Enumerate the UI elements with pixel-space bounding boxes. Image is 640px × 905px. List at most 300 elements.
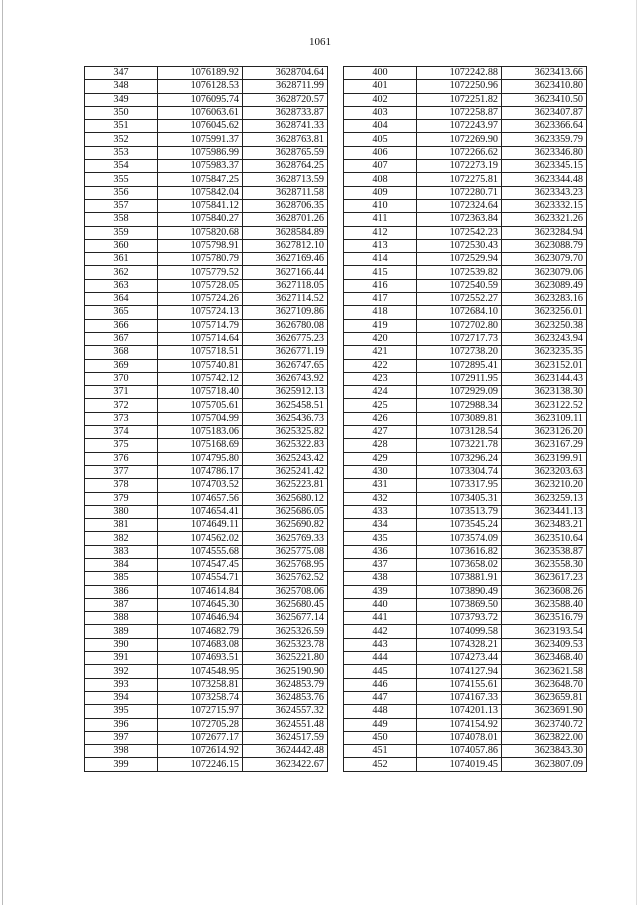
y-coordinate-cell: 3623659.81 — [502, 691, 587, 704]
point-number-cell: 361 — [85, 253, 158, 266]
table-row — [344, 718, 587, 731]
table-row — [85, 598, 328, 611]
table-row — [85, 386, 328, 399]
x-coordinate-cell: 1075798.91 — [158, 239, 243, 252]
x-coordinate-cell: 1072250.96 — [417, 80, 502, 93]
table-row — [85, 652, 328, 665]
x-coordinate-cell: 1072542.23 — [417, 226, 502, 239]
point-number-cell: 442 — [344, 625, 417, 638]
point-number-cell: 373 — [85, 412, 158, 425]
table-row — [344, 346, 587, 359]
x-coordinate-cell: 1075714.79 — [158, 319, 243, 332]
table-row — [85, 106, 328, 119]
table-row — [85, 452, 328, 465]
x-coordinate-cell: 1074273.44 — [417, 652, 502, 665]
x-coordinate-cell: 1076095.74 — [158, 93, 243, 106]
x-coordinate-cell: 1072929.09 — [417, 386, 502, 399]
y-coordinate-cell: 3624557.32 — [243, 705, 328, 718]
point-number-cell: 395 — [85, 705, 158, 718]
x-coordinate-cell: 1075718.40 — [158, 386, 243, 399]
point-number-cell: 408 — [344, 173, 417, 186]
point-number-cell: 399 — [85, 758, 158, 771]
coordinate-table-right — [343, 66, 587, 772]
table-row — [85, 745, 328, 758]
x-coordinate-cell: 1075986.99 — [158, 146, 243, 159]
table-row — [344, 386, 587, 399]
x-coordinate-cell: 1074127.94 — [417, 665, 502, 678]
y-coordinate-cell: 3623079.70 — [502, 253, 587, 266]
point-number-cell: 400 — [344, 67, 417, 80]
table-row — [344, 731, 587, 744]
y-coordinate-cell: 3625686.05 — [243, 505, 328, 518]
x-coordinate-cell: 1073258.74 — [158, 691, 243, 704]
y-coordinate-cell: 3623617.23 — [502, 572, 587, 585]
x-coordinate-cell: 1075714.64 — [158, 332, 243, 345]
point-number-cell: 434 — [344, 519, 417, 532]
y-coordinate-cell: 3625708.06 — [243, 585, 328, 598]
point-number-cell: 379 — [85, 492, 158, 505]
x-coordinate-cell: 1074328.21 — [417, 638, 502, 651]
table-row — [85, 731, 328, 744]
table-row — [85, 572, 328, 585]
coordinate-table-left — [84, 66, 328, 772]
point-number-cell: 425 — [344, 399, 417, 412]
point-number-cell: 426 — [344, 412, 417, 425]
y-coordinate-cell: 3623250.38 — [502, 319, 587, 332]
x-coordinate-cell: 1072540.59 — [417, 279, 502, 292]
point-number-cell: 385 — [85, 572, 158, 585]
table-row — [344, 120, 587, 133]
x-coordinate-cell: 1074019.45 — [417, 758, 502, 771]
page-number: 1061 — [309, 36, 331, 48]
x-coordinate-cell: 1072242.88 — [417, 67, 502, 80]
x-coordinate-cell: 1075841.12 — [158, 199, 243, 212]
y-coordinate-cell: 3623410.80 — [502, 80, 587, 93]
y-coordinate-cell: 3623210.20 — [502, 479, 587, 492]
table-row — [85, 479, 328, 492]
point-number-cell: 432 — [344, 492, 417, 505]
x-coordinate-cell: 1075991.37 — [158, 133, 243, 146]
table-row — [85, 346, 328, 359]
x-coordinate-cell: 1072273.19 — [417, 160, 502, 173]
point-number-cell: 370 — [85, 372, 158, 385]
table-row — [344, 758, 587, 771]
x-coordinate-cell: 1072895.41 — [417, 359, 502, 372]
point-number-cell: 366 — [85, 319, 158, 332]
point-number-cell: 348 — [85, 80, 158, 93]
y-coordinate-cell: 3623243.94 — [502, 332, 587, 345]
table-row — [85, 612, 328, 625]
table-row — [344, 106, 587, 119]
y-coordinate-cell: 3624853.79 — [243, 678, 328, 691]
table-row — [344, 665, 587, 678]
point-number-cell: 451 — [344, 745, 417, 758]
point-number-cell: 363 — [85, 279, 158, 292]
table-row — [344, 558, 587, 571]
coordinate-table-left-body — [85, 67, 328, 772]
x-coordinate-cell: 1073658.02 — [417, 558, 502, 571]
x-coordinate-cell: 1072530.43 — [417, 239, 502, 252]
table-row — [85, 173, 328, 186]
point-number-cell: 421 — [344, 346, 417, 359]
x-coordinate-cell: 1072614.92 — [158, 745, 243, 758]
y-coordinate-cell: 3626775.23 — [243, 332, 328, 345]
y-coordinate-cell: 3623558.30 — [502, 558, 587, 571]
point-number-cell: 384 — [85, 558, 158, 571]
table-row — [85, 319, 328, 332]
table-row — [344, 213, 587, 226]
y-coordinate-cell: 3625680.45 — [243, 598, 328, 611]
x-coordinate-cell: 1072677.17 — [158, 731, 243, 744]
x-coordinate-cell: 1072702.80 — [417, 319, 502, 332]
y-coordinate-cell: 3623359.79 — [502, 133, 587, 146]
table-row — [344, 598, 587, 611]
table-row — [85, 678, 328, 691]
y-coordinate-cell: 3625221.80 — [243, 652, 328, 665]
point-number-cell: 396 — [85, 718, 158, 731]
y-coordinate-cell: 3623089.49 — [502, 279, 587, 292]
x-coordinate-cell: 1075742.12 — [158, 372, 243, 385]
point-number-cell: 441 — [344, 612, 417, 625]
x-coordinate-cell: 1072246.15 — [158, 758, 243, 771]
point-number-cell: 445 — [344, 665, 417, 678]
table-row — [344, 492, 587, 505]
x-coordinate-cell: 1073317.95 — [417, 479, 502, 492]
y-coordinate-cell: 3626747.65 — [243, 359, 328, 372]
point-number-cell: 406 — [344, 146, 417, 159]
table-row — [344, 479, 587, 492]
x-coordinate-cell: 1073405.31 — [417, 492, 502, 505]
point-number-cell: 418 — [344, 306, 417, 319]
point-number-cell: 389 — [85, 625, 158, 638]
point-number-cell: 391 — [85, 652, 158, 665]
table-row — [85, 239, 328, 252]
x-coordinate-cell: 1072269.90 — [417, 133, 502, 146]
y-coordinate-cell: 3623483.21 — [502, 519, 587, 532]
table-row — [344, 67, 587, 80]
x-coordinate-cell: 1074614.84 — [158, 585, 243, 598]
y-coordinate-cell: 3623079.06 — [502, 266, 587, 279]
y-coordinate-cell: 3623538.87 — [502, 545, 587, 558]
table-row — [344, 652, 587, 665]
y-coordinate-cell: 3623740.72 — [502, 718, 587, 731]
table-row — [85, 691, 328, 704]
y-coordinate-cell: 3625680.12 — [243, 492, 328, 505]
y-coordinate-cell: 3625912.13 — [243, 386, 328, 399]
point-number-cell: 433 — [344, 505, 417, 518]
table-row — [344, 319, 587, 332]
point-number-cell: 382 — [85, 532, 158, 545]
y-coordinate-cell: 3623345.15 — [502, 160, 587, 173]
table-row — [85, 359, 328, 372]
x-coordinate-cell: 1072738.20 — [417, 346, 502, 359]
table-row — [85, 306, 328, 319]
x-coordinate-cell: 1074099.58 — [417, 625, 502, 638]
table-row — [344, 638, 587, 651]
x-coordinate-cell: 1074078.01 — [417, 731, 502, 744]
x-coordinate-cell: 1072684.10 — [417, 306, 502, 319]
point-number-cell: 392 — [85, 665, 158, 678]
table-row — [344, 253, 587, 266]
x-coordinate-cell: 1076128.53 — [158, 80, 243, 93]
point-number-cell: 387 — [85, 598, 158, 611]
table-row — [85, 718, 328, 731]
point-number-cell: 375 — [85, 439, 158, 452]
point-number-cell: 367 — [85, 332, 158, 345]
y-coordinate-cell: 3625326.59 — [243, 625, 328, 638]
y-coordinate-cell: 3626743.92 — [243, 372, 328, 385]
y-coordinate-cell: 3623321.26 — [502, 213, 587, 226]
x-coordinate-cell: 1072275.81 — [417, 173, 502, 186]
x-coordinate-cell: 1072715.97 — [158, 705, 243, 718]
point-number-cell: 416 — [344, 279, 417, 292]
table-row — [85, 545, 328, 558]
x-coordinate-cell: 1073221.78 — [417, 439, 502, 452]
y-coordinate-cell: 3623193.54 — [502, 625, 587, 638]
x-coordinate-cell: 1075168.69 — [158, 439, 243, 452]
table-row — [344, 452, 587, 465]
y-coordinate-cell: 3625458.51 — [243, 399, 328, 412]
table-row — [344, 572, 587, 585]
table-row — [85, 492, 328, 505]
y-coordinate-cell: 3623344.48 — [502, 173, 587, 186]
table-row — [85, 665, 328, 678]
y-coordinate-cell: 3623199.91 — [502, 452, 587, 465]
y-coordinate-cell: 3623441.13 — [502, 505, 587, 518]
point-number-cell: 403 — [344, 106, 417, 119]
table-row — [344, 173, 587, 186]
point-number-cell: 448 — [344, 705, 417, 718]
table-row — [344, 705, 587, 718]
scan-edge-right — [636, 0, 637, 905]
table-row — [85, 146, 328, 159]
x-coordinate-cell: 1076045.62 — [158, 120, 243, 133]
point-number-cell: 438 — [344, 572, 417, 585]
x-coordinate-cell: 1072258.87 — [417, 106, 502, 119]
point-number-cell: 443 — [344, 638, 417, 651]
x-coordinate-cell: 1072705.28 — [158, 718, 243, 731]
x-coordinate-cell: 1074795.80 — [158, 452, 243, 465]
y-coordinate-cell: 3623409.53 — [502, 638, 587, 651]
table-row — [85, 93, 328, 106]
point-number-cell: 449 — [344, 718, 417, 731]
point-number-cell: 364 — [85, 293, 158, 306]
x-coordinate-cell: 1075847.25 — [158, 173, 243, 186]
x-coordinate-cell: 1074155.61 — [417, 678, 502, 691]
y-coordinate-cell: 3627166.44 — [243, 266, 328, 279]
x-coordinate-cell: 1074548.95 — [158, 665, 243, 678]
point-number-cell: 423 — [344, 372, 417, 385]
point-number-cell: 349 — [85, 93, 158, 106]
table-row — [85, 625, 328, 638]
point-number-cell: 380 — [85, 505, 158, 518]
point-number-cell: 365 — [85, 306, 158, 319]
y-coordinate-cell: 3625677.14 — [243, 612, 328, 625]
y-coordinate-cell: 3628584.89 — [243, 226, 328, 239]
y-coordinate-cell: 3623152.01 — [502, 359, 587, 372]
x-coordinate-cell: 1074786.17 — [158, 465, 243, 478]
x-coordinate-cell: 1075779.52 — [158, 266, 243, 279]
x-coordinate-cell: 1073513.79 — [417, 505, 502, 518]
x-coordinate-cell: 1073869.50 — [417, 598, 502, 611]
x-coordinate-cell: 1074154.92 — [417, 718, 502, 731]
y-coordinate-cell: 3623822.00 — [502, 731, 587, 744]
y-coordinate-cell: 3623283.16 — [502, 293, 587, 306]
point-number-cell: 398 — [85, 745, 158, 758]
x-coordinate-cell: 1072539.82 — [417, 266, 502, 279]
y-coordinate-cell: 3625325.82 — [243, 426, 328, 439]
y-coordinate-cell: 3625323.78 — [243, 638, 328, 651]
table-row — [344, 585, 587, 598]
x-coordinate-cell: 1074649.11 — [158, 519, 243, 532]
table-row — [85, 532, 328, 545]
table-row — [85, 758, 328, 771]
x-coordinate-cell: 1072988.34 — [417, 399, 502, 412]
point-number-cell: 352 — [85, 133, 158, 146]
x-coordinate-cell: 1073258.81 — [158, 678, 243, 691]
y-coordinate-cell: 3623144.43 — [502, 372, 587, 385]
y-coordinate-cell: 3625436.73 — [243, 412, 328, 425]
point-number-cell: 374 — [85, 426, 158, 439]
y-coordinate-cell: 3625769.33 — [243, 532, 328, 545]
point-number-cell: 359 — [85, 226, 158, 239]
point-number-cell: 431 — [344, 479, 417, 492]
x-coordinate-cell: 1075183.06 — [158, 426, 243, 439]
point-number-cell: 447 — [344, 691, 417, 704]
y-coordinate-cell: 3625243.42 — [243, 452, 328, 465]
point-number-cell: 422 — [344, 359, 417, 372]
y-coordinate-cell: 3623807.09 — [502, 758, 587, 771]
y-coordinate-cell: 3625190.90 — [243, 665, 328, 678]
x-coordinate-cell: 1074693.51 — [158, 652, 243, 665]
table-row — [344, 545, 587, 558]
point-number-cell: 347 — [85, 67, 158, 80]
coordinate-table-right-body — [344, 67, 587, 772]
y-coordinate-cell: 3624517.59 — [243, 731, 328, 744]
y-coordinate-cell: 3628706.35 — [243, 199, 328, 212]
table-row — [344, 160, 587, 173]
table-row — [85, 160, 328, 173]
table-row — [344, 239, 587, 252]
x-coordinate-cell: 1074703.52 — [158, 479, 243, 492]
point-number-cell: 351 — [85, 120, 158, 133]
x-coordinate-cell: 1073089.81 — [417, 412, 502, 425]
x-coordinate-cell: 1074654.41 — [158, 505, 243, 518]
x-coordinate-cell: 1075840.27 — [158, 213, 243, 226]
point-number-cell: 411 — [344, 213, 417, 226]
y-coordinate-cell: 3623259.13 — [502, 492, 587, 505]
point-number-cell: 397 — [85, 731, 158, 744]
y-coordinate-cell: 3623510.64 — [502, 532, 587, 545]
x-coordinate-cell: 1073304.74 — [417, 465, 502, 478]
x-coordinate-cell: 1073128.54 — [417, 426, 502, 439]
table-row — [344, 199, 587, 212]
y-coordinate-cell: 3625241.42 — [243, 465, 328, 478]
y-coordinate-cell: 3625322.83 — [243, 439, 328, 452]
point-number-cell: 414 — [344, 253, 417, 266]
table-row — [85, 399, 328, 412]
x-coordinate-cell: 1075740.81 — [158, 359, 243, 372]
y-coordinate-cell: 3623122.52 — [502, 399, 587, 412]
table-row — [344, 465, 587, 478]
table-row — [344, 186, 587, 199]
x-coordinate-cell: 1075983.37 — [158, 160, 243, 173]
point-number-cell: 354 — [85, 160, 158, 173]
x-coordinate-cell: 1073574.09 — [417, 532, 502, 545]
x-coordinate-cell: 1073545.24 — [417, 519, 502, 532]
y-coordinate-cell: 3623126.20 — [502, 426, 587, 439]
table-row — [85, 638, 328, 651]
point-number-cell: 436 — [344, 545, 417, 558]
y-coordinate-cell: 3623109.11 — [502, 412, 587, 425]
y-coordinate-cell: 3623366.64 — [502, 120, 587, 133]
y-coordinate-cell: 3627118.05 — [243, 279, 328, 292]
x-coordinate-cell: 1072911.95 — [417, 372, 502, 385]
point-number-cell: 401 — [344, 80, 417, 93]
scan-edge-left — [2, 0, 3, 905]
point-number-cell: 386 — [85, 585, 158, 598]
point-number-cell: 388 — [85, 612, 158, 625]
point-number-cell: 405 — [344, 133, 417, 146]
table-row — [85, 80, 328, 93]
x-coordinate-cell: 1074645.30 — [158, 598, 243, 611]
point-number-cell: 429 — [344, 452, 417, 465]
table-row — [85, 558, 328, 571]
x-coordinate-cell: 1074562.02 — [158, 532, 243, 545]
point-number-cell: 419 — [344, 319, 417, 332]
y-coordinate-cell: 3625223.81 — [243, 479, 328, 492]
point-number-cell: 428 — [344, 439, 417, 452]
point-number-cell: 381 — [85, 519, 158, 532]
y-coordinate-cell: 3623407.87 — [502, 106, 587, 119]
y-coordinate-cell: 3623332.15 — [502, 199, 587, 212]
y-coordinate-cell: 3623691.90 — [502, 705, 587, 718]
table-row — [344, 532, 587, 545]
x-coordinate-cell: 1074167.33 — [417, 691, 502, 704]
x-coordinate-cell: 1075724.26 — [158, 293, 243, 306]
y-coordinate-cell: 3623284.94 — [502, 226, 587, 239]
y-coordinate-cell: 3623422.67 — [243, 758, 328, 771]
y-coordinate-cell: 3627109.86 — [243, 306, 328, 319]
x-coordinate-cell: 1074646.94 — [158, 612, 243, 625]
table-row — [344, 519, 587, 532]
y-coordinate-cell: 3628711.99 — [243, 80, 328, 93]
y-coordinate-cell: 3623235.35 — [502, 346, 587, 359]
table-row — [344, 678, 587, 691]
x-coordinate-cell: 1073881.91 — [417, 572, 502, 585]
table-row — [85, 412, 328, 425]
table-row — [344, 306, 587, 319]
table-row — [344, 133, 587, 146]
y-coordinate-cell: 3623588.40 — [502, 598, 587, 611]
y-coordinate-cell: 3623256.01 — [502, 306, 587, 319]
point-number-cell: 452 — [344, 758, 417, 771]
y-coordinate-cell: 3628733.87 — [243, 106, 328, 119]
table-row — [85, 120, 328, 133]
x-coordinate-cell: 1075728.05 — [158, 279, 243, 292]
y-coordinate-cell: 3624442.48 — [243, 745, 328, 758]
y-coordinate-cell: 3626780.08 — [243, 319, 328, 332]
y-coordinate-cell: 3627169.46 — [243, 253, 328, 266]
point-number-cell: 440 — [344, 598, 417, 611]
y-coordinate-cell: 3623167.29 — [502, 439, 587, 452]
y-coordinate-cell: 3623468.40 — [502, 652, 587, 665]
y-coordinate-cell: 3627812.10 — [243, 239, 328, 252]
x-coordinate-cell: 1074057.86 — [417, 745, 502, 758]
table-row — [344, 293, 587, 306]
x-coordinate-cell: 1072266.62 — [417, 146, 502, 159]
x-coordinate-cell: 1072717.73 — [417, 332, 502, 345]
